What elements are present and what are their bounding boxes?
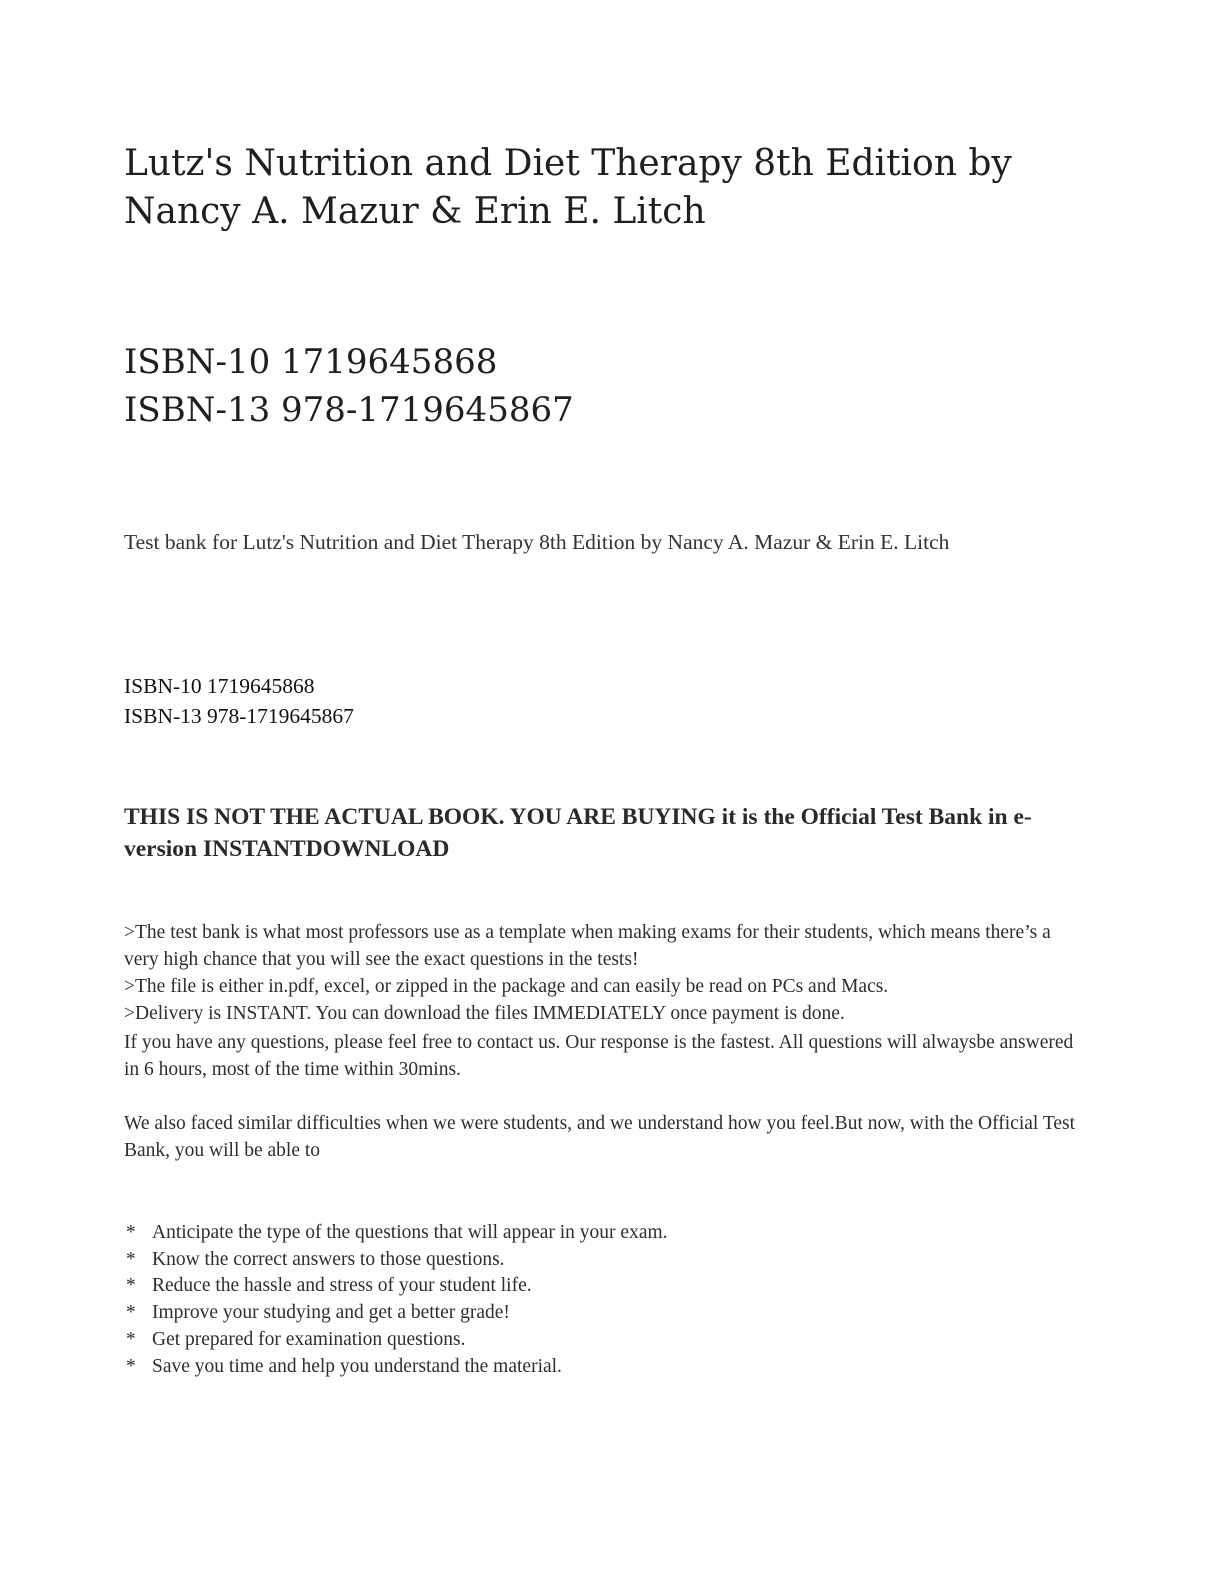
benefit-text: Improve your studying and get a better grade! xyxy=(152,1302,510,1324)
isbn10-heading: ISBN-10 1719645868 xyxy=(124,342,498,382)
isbn-text-group xyxy=(124,671,1084,731)
benefit-text: Get prepared for examination questions. xyxy=(152,1328,466,1350)
benefit-text: Save you time and help you understand the material. xyxy=(152,1355,562,1377)
isbn10-text: ISBN-10 1719645868 xyxy=(124,674,315,698)
test-bank-subtitle: Test bank for Lutz's Nutrition and Diet Therapy 8th Edition by Nancy A. Mazur & Erin E. Litch xyxy=(124,530,950,554)
info-line-template: >The test bank is what most professors use as a template when making exams for their students, which means there’s a very high chance that you will see the exact questions in the tests! xyxy=(124,922,1051,970)
benefit-text: Reduce the hassle and stress of your student life. xyxy=(152,1275,532,1297)
not-actual-book-notice: THIS IS NOT THE ACTUAL BOOK. YOU ARE BUYING it is the Official Test Bank in e-version INSTANTDOWNLOAD xyxy=(124,804,1032,862)
benefit-text: Anticipate the type of the questions that will appear in your exam. xyxy=(152,1222,668,1243)
benefits-list xyxy=(124,1220,1084,1380)
list-item xyxy=(124,1300,1084,1327)
list-item xyxy=(124,1247,1084,1274)
bullet-icon: * xyxy=(126,1328,136,1350)
isbn-heading-group xyxy=(124,338,1084,434)
bullet-icon: * xyxy=(126,1275,136,1297)
bullet-icon: * xyxy=(126,1222,136,1243)
info-line-delivery: >Delivery is INSTANT. You can download the files IMMEDIATELY once payment is done. xyxy=(124,1003,845,1024)
bullet-icon: * xyxy=(126,1355,136,1377)
list-item xyxy=(124,1273,1084,1300)
benefit-text: Know the correct answers to those questions. xyxy=(152,1248,505,1270)
list-item xyxy=(124,1354,1084,1381)
document-title: Lutz's Nutrition and Diet Therapy 8th Edition by Nancy A. Mazur & Erin E. Litch xyxy=(124,143,1012,232)
info-paragraphs xyxy=(124,919,1084,1083)
bullet-icon: * xyxy=(126,1248,136,1270)
list-item xyxy=(124,1327,1084,1354)
list-item xyxy=(124,1220,1084,1247)
closing-paragraph: We also faced similar difficulties when we were students, and we understand how you feel.But now, with the Official Test Bank, you will be able to xyxy=(124,1113,1076,1161)
info-line-contact: If you have any questions, please feel free to contact us. Our response is the fastest. All questions will alwaysbe answered in 6 hours, most of the time within 30mins. xyxy=(124,1032,1074,1080)
bullet-icon: * xyxy=(126,1302,136,1324)
info-line-file-format: >The file is either in.pdf, excel, or zipped in the package and can easily be read on PCs and Macs. xyxy=(124,976,889,997)
isbn13-heading: ISBN-13 978-1719645867 xyxy=(124,390,574,430)
isbn13-text: ISBN-13 978-1719645867 xyxy=(124,704,354,728)
